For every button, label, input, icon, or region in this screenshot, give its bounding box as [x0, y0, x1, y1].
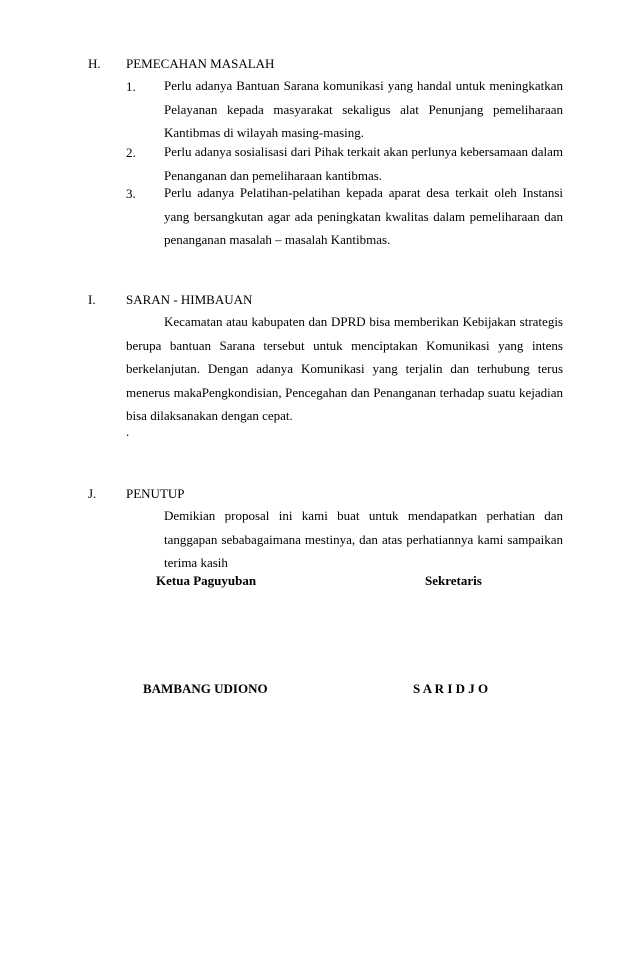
- item-3-text: Perlu adanya Pelatihan-pelatihan kepada aparat desa terkait oleh Instansi yang bersangkutan agar ada peningkatan kwalitas dalam pemeliharaan dan penanganan masalah – masalah Kantibmas.: [164, 185, 563, 248]
- section-h-title: PEMECAHAN MASALAH: [126, 56, 275, 71]
- item-2-text: Perlu adanya sosialisasi dari Pihak terkait akan perlunya kebersamaan dalam Penanganan dan pemeliharaan kantibmas.: [164, 144, 563, 183]
- signature-right-role: Sekretaris: [425, 573, 482, 588]
- section-j-body: Demikian proposal ini kami buat untuk mendapatkan perhatian dan tanggapan sebabagaimana mestinya, dan atas perhatiannya kami sampaikan terima kasih: [164, 508, 563, 571]
- section-i-body: Kecamatan atau kabupaten dan DPRD bisa memberikan Kebijakan strategis berupa bantuan Sarana tersebut untuk menciptakan Komunikasi yang intens berkelanjutan. Dengan adanya Komunikasi yang terjalin dan terhubung terus menerus makaPengkondisian, Pencegahan dan Penanganan terhadap suatu kejadian bisa dilaksanakan dengan cepat.: [126, 314, 563, 424]
- section-i-dot: .: [126, 424, 130, 439]
- section-h-letter: H.: [88, 56, 101, 71]
- item-1-number: 1.: [126, 79, 136, 94]
- section-j-title: PENUTUP: [126, 486, 185, 501]
- section-i-title: SARAN - HIMBAUAN: [126, 292, 253, 307]
- section-j-letter: J.: [88, 486, 97, 501]
- item-3-number: 3.: [126, 186, 136, 201]
- signature-left-role: Ketua Paguyuban: [156, 573, 257, 588]
- signature-right-name: S A R I D J O: [413, 681, 489, 696]
- item-1-text: Perlu adanya Bantuan Sarana komunikasi yang handal untuk meningkatkan Pelayanan kepada masyarakat sekaligus alat Penunjang pemeliharaan Kantibmas di wilayah masing-masing.: [164, 78, 563, 141]
- section-i-letter: I.: [88, 292, 96, 307]
- item-2-number: 2.: [126, 145, 136, 160]
- signature-left-name: BAMBANG UDIONO: [143, 681, 268, 696]
